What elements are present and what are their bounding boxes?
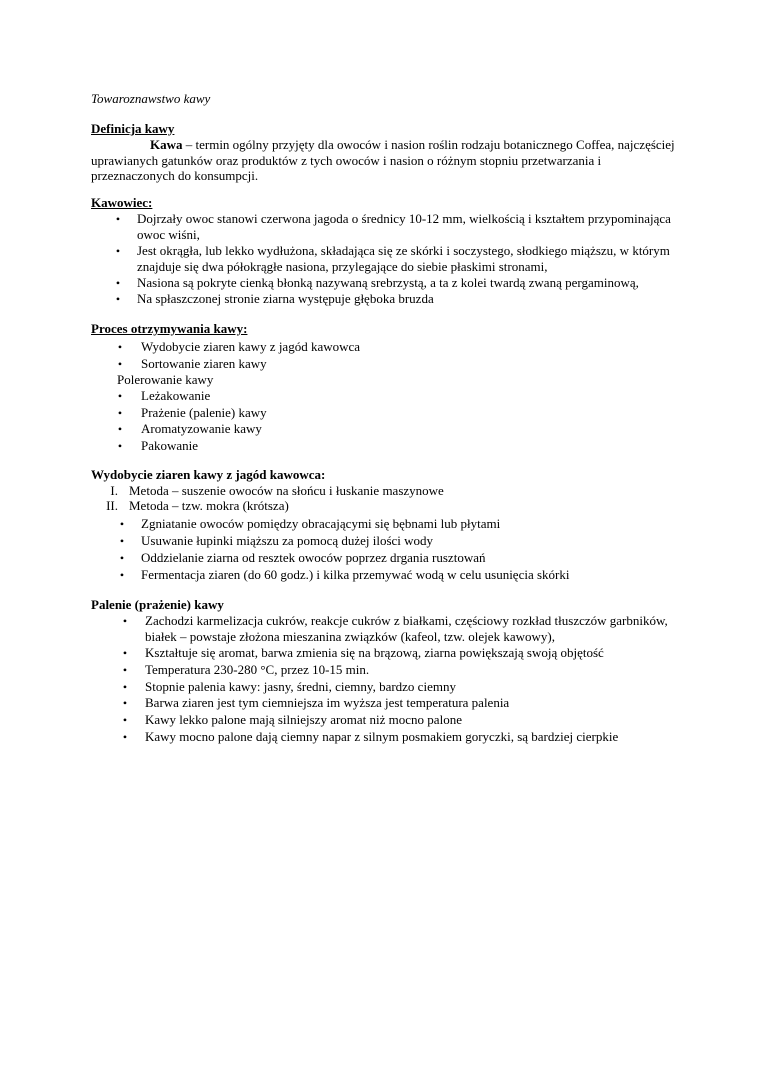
list-item: Kawy mocno palone dają ciemny napar z silnym posmakiem goryczki, są bardziej cierpkie <box>145 729 619 744</box>
list-item: Dojrzały owoc stanowi czerwona jagoda o średnicy 10-12 mm, wielkością i kształtem przypominająca <box>137 211 671 226</box>
list-item: Leżakowanie <box>141 388 211 403</box>
bullet-icon: • <box>117 439 123 453</box>
roman-numeral: I. <box>110 483 118 498</box>
bullet-icon: • <box>117 357 123 371</box>
list-item: Pakowanie <box>141 438 199 453</box>
list-item: Kształtuje się aromat, barwa zmienia się na brązową, ziarna powiększają swoją objętość <box>145 645 604 660</box>
list-item: Nasiona są pokryte cienką błonką nazywaną srebrzystą, a ta z kolei twardą zwaną pergaminową, <box>137 275 639 290</box>
list-item: Jest okrągła, lub lekko wydłużona, składająca się ze skórki i soczystego, słodkiego miąższu, w którym <box>137 243 670 258</box>
list-item-cont: białek – powstaje złożona mieszanina związków (kafeol, tzw. olejek kawowy), <box>145 629 555 644</box>
section-heading-proces: Proces otrzymywania kawy: <box>91 321 248 336</box>
list-item: Oddzielanie ziarna od resztek owoców poprzez drgania rusztowań <box>141 550 486 565</box>
list-item: Stopnie palenia kawy: jasny, średni, ciemny, bardzo ciemny <box>145 679 456 694</box>
definition-term: Kawa <box>150 137 183 152</box>
bullet-icon: • <box>115 244 121 258</box>
definition-line-1 <box>150 137 675 153</box>
method-item: Metoda – tzw. mokra (krótsza) <box>129 498 289 513</box>
bullet-icon: • <box>122 680 128 694</box>
section-heading-kawowiec: Kawowiec: <box>91 195 153 210</box>
list-item: Barwa ziaren jest tym ciemniejsza im wyższa jest temperatura palenia <box>145 695 510 710</box>
bullet-icon: • <box>122 614 128 628</box>
bullet-icon: • <box>115 276 121 290</box>
list-item: Temperatura 230-280 °C, przez 10-15 min. <box>145 662 370 677</box>
bullet-icon: • <box>122 713 128 727</box>
list-item: Wydobycie ziaren kawy z jagód kawowca <box>141 339 361 354</box>
bullet-icon: • <box>119 534 125 548</box>
bullet-icon: • <box>122 663 128 677</box>
list-item: Na spłaszczonej stronie ziarna występuje głęboka bruzda <box>137 291 434 306</box>
definition-line-3: przeznaczonych do konsumpcji. <box>91 168 259 183</box>
list-item: Zgniatanie owoców pomiędzy obracającymi się bębnami lub płytami <box>141 516 501 531</box>
bullet-icon: • <box>122 730 128 744</box>
bullet-icon: • <box>117 389 123 403</box>
plain-item: Polerowanie kawy <box>117 372 214 387</box>
bullet-icon: • <box>115 292 121 306</box>
definition-text: – termin ogólny przyjęty dla owoców i nasion roślin rodzaju botanicznego Coffea, najczęściej <box>182 137 675 152</box>
list-item: Usuwanie łupinki miąższu za pomocą dużej ilości wody <box>141 533 434 548</box>
bullet-icon: • <box>117 406 123 420</box>
document-title: Towaroznawstwo kawy <box>91 91 211 106</box>
bullet-icon: • <box>119 517 125 531</box>
method-item: Metoda – suszenie owoców na słońcu i łuskanie maszynowe <box>129 483 444 498</box>
list-item-cont: owoc wiśni, <box>137 227 200 242</box>
bullet-icon: • <box>115 212 121 226</box>
bullet-icon: • <box>122 646 128 660</box>
bullet-icon: • <box>117 422 123 436</box>
bullet-icon: • <box>119 551 125 565</box>
list-item: Fermentacja ziaren (do 60 godz.) i kilka przemywać wodą w celu usunięcia skórki <box>141 567 570 582</box>
section-heading-wydobycie: Wydobycie ziaren kawy z jagód kawowca: <box>91 467 326 482</box>
bullet-icon: • <box>122 696 128 710</box>
list-item: Kawy lekko palone mają silniejszy aromat niż mocno palone <box>145 712 462 727</box>
definition-line-2: uprawianych gatunków oraz produktów z tych owoców i nasion o różnym stopniu przetwarzania i <box>91 153 602 168</box>
list-item: Sortowanie ziaren kawy <box>141 356 267 371</box>
list-item: Prażenie (palenie) kawy <box>141 405 267 420</box>
bullet-icon: • <box>117 340 123 354</box>
list-item: Aromatyzowanie kawy <box>141 421 262 436</box>
bullet-icon: • <box>119 568 125 582</box>
roman-numeral: II. <box>106 498 118 513</box>
list-item-cont: znajduje się dwa półokrągłe nasiona, przylegające do siebie płaskimi stronami, <box>137 259 548 274</box>
section-heading-palenie: Palenie (prażenie) kawy <box>91 597 224 612</box>
list-item: Zachodzi karmelizacja cukrów, reakcje cukrów z białkami, częściowy rozkład tłuszczów garbników, <box>145 613 668 628</box>
section-heading-definicja: Definicja kawy <box>91 121 175 136</box>
